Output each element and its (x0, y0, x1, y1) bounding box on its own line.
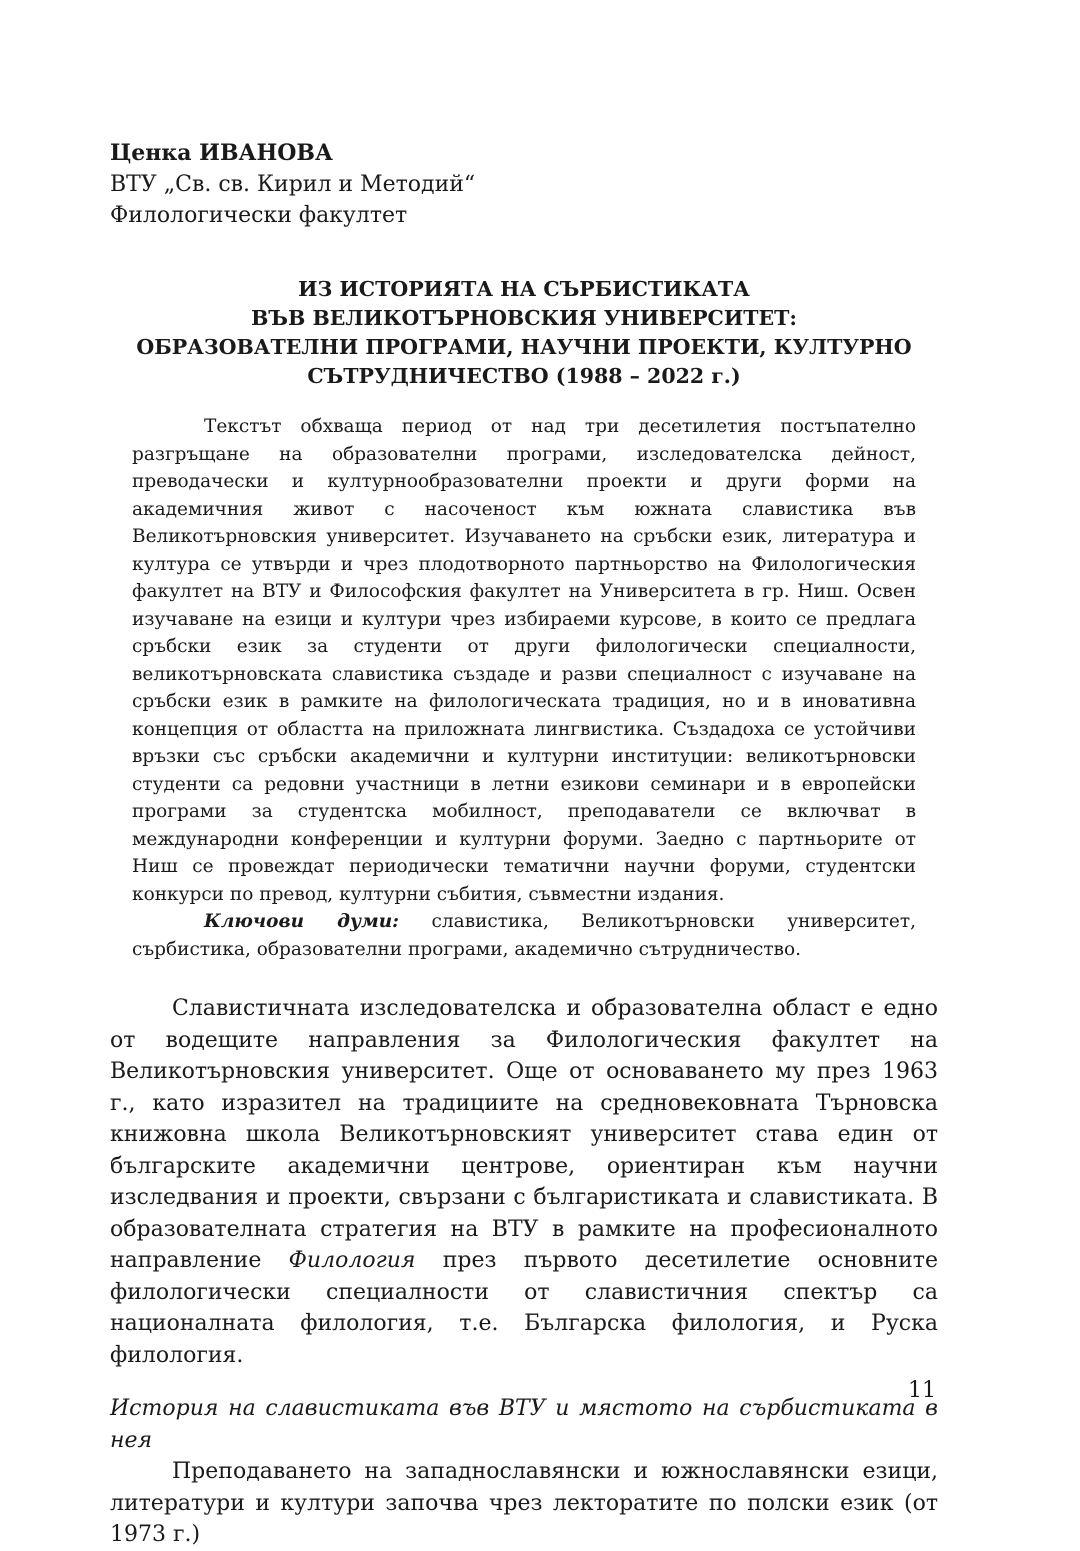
keywords-label: Ключови думи: (204, 911, 399, 932)
keywords-paragraph (132, 908, 916, 963)
body-paragraph-1-start: Славистичната изследователска и образователна област е едно от водещите направления за Филологическия факултет на Великотърновския университет. Още от основаването му през 1963 г., като изразител на традициите на средновековната Търновска книжовна школа Великотърновският университет става един от българските академични центрове, ориентиран към научни изследвания и проекти, свързани с българистиката и славистиката. В образователната стратегия на ВТУ в рамките на професионалното направление (110, 996, 938, 1273)
page-number: 11 (908, 1378, 936, 1403)
abstract-text: Текстът обхваща период от над три десетилетия постъпателно разгръщане на образователни програми, изследователска дейност, преводачески и културнообразователни проекти и други форми на академичния живот с насоченост към южната славистика във Великотърновския университет. Изучаването на сръбски език, литература и култура се утвърди и чрез плодотворното партньорство на Филологическия факултет на ВТУ и Философския факултет на Университета в гр. Ниш. Освен изучаване на езици и култури чрез избираеми курсове, в които се предлага сръбски език за студенти от други филологически специалности, великотърновската славистика създаде и разви специалност с изучаване на сръбски език в рамките на филологическата традиция, но и в иновативна концепция от областта на приложната лингвистика. Създадоха се устойчиви връзки със сръбски академични и културни институции: великотърновски студенти са редовни участници в летни езикови семинари и в европейски програми за студентска мобилност, преподаватели се включват в международни конференции и културни форуми. Заедно с партньорите от Ниш се провеждат периодически тематични научни форуми, студентски конкурси по превод, културни събития, съвместни издания. (132, 416, 916, 905)
body-paragraph-1-italic: Филология (288, 1248, 416, 1273)
author-affiliation-faculty: Филологически факултет (110, 203, 408, 228)
body-paragraph-1 (110, 993, 938, 1371)
body-paragraph-2: Преподаването на западнославянски и южнославянски езици, литератури и култури започва чрез лекторатите по полски език (от 1973 г.) (110, 1459, 938, 1547)
body-paragraph-1-end: през първото десетилетие основните филологически специалности от славистичния спектър са националната филология, т.е. Българска филология, и Руска филология. (110, 1248, 938, 1368)
author-name: Ценка ИВАНОВА (110, 140, 333, 166)
article-page (110, 138, 938, 1551)
title-line-3: ОБРАЗОВАТЕЛНИ ПРОГРАМИ, НАУЧНИ ПРОЕКТИ, КУЛТУРНО (136, 335, 912, 359)
author-affiliation-university: ВТУ „Св. св. Кирил и Методий“ (110, 172, 476, 197)
title-line-1: ИЗ ИСТОРИЯТА НА СЪРБИСТИКАТА (298, 277, 750, 301)
article-title (110, 275, 938, 391)
section-heading: История на славистиката във ВТУ и мястото на сърбистиката в нея (110, 1396, 938, 1453)
title-line-4: СЪТРУДНИЧЕСТВО (1988 – 2022 г.) (307, 364, 741, 388)
abstract (132, 413, 916, 963)
article-body (110, 993, 938, 1551)
author-block (110, 138, 938, 231)
keywords-list: славистика, Великотърновски университет, сърбистика, образователни програми, академично сътрудничество. (132, 911, 916, 960)
title-line-2: ВЪВ ВЕЛИКОТЪРНОВСКИЯ УНИВЕРСИТЕТ: (251, 306, 797, 330)
